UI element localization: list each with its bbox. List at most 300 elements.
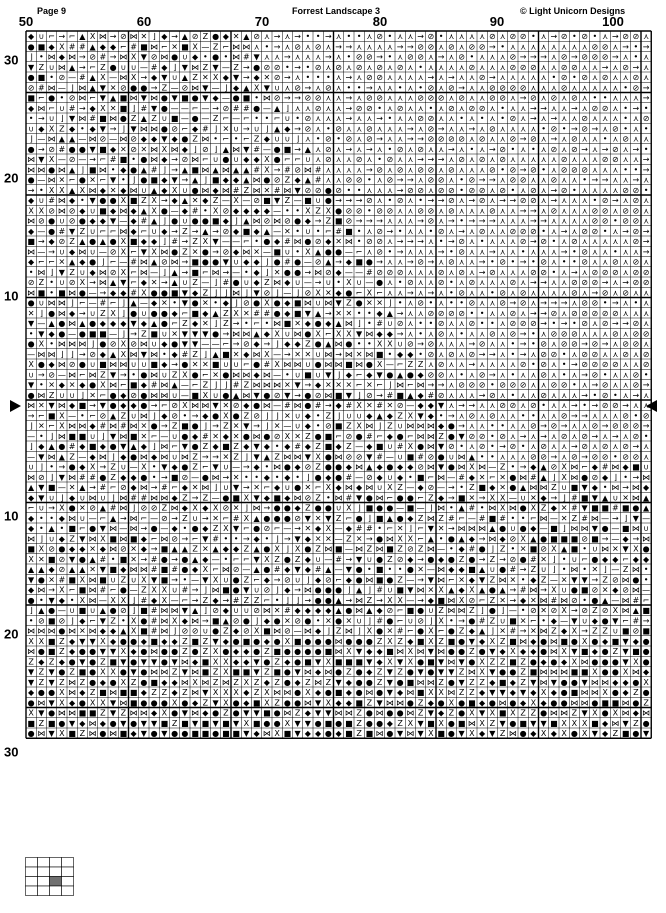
stitch-cell: ⋈ [253,381,261,390]
stitch-cell: ■ [181,719,189,728]
stitch-cell: ⋏ [325,165,331,174]
stitch-cell: → [233,319,240,328]
stitch-cell: → [540,278,547,287]
stitch-cell: ⋈ [345,350,353,359]
stitch-cell: ⊘ [592,278,599,287]
stitch-cell: Z [397,545,403,554]
stitch-cell: ⌋ [153,442,156,451]
stitch-cell: ⊘ [561,340,568,349]
stitch-cell: ⌐ [171,442,178,451]
stitch-cell: ■ [150,360,158,369]
stitch-cell: ⊘ [28,278,35,287]
stitch-cell: ⋏ [295,53,301,62]
stitch-cell: ◆ [90,268,97,277]
stitch-cell: ⊘ [520,360,527,369]
stitch-cell: # [79,42,86,51]
stitch-cell: ◆ [561,627,568,636]
stitch-cell: ⋏ [623,247,629,256]
stitch-cell: ▲ [79,237,86,246]
stitch-cell: ▼ [295,186,302,195]
stitch-cell: • [275,442,280,451]
stitch-cell: ⋏ [500,247,506,256]
stitch-cell: ● [48,227,55,236]
stitch-cell: ⊘ [633,227,640,236]
stitch-cell: ▲ [643,493,650,502]
stitch-cell: ◆ [254,155,261,164]
stitch-cell: ■ [642,627,650,636]
stitch-cell: ⋏ [397,53,403,62]
stitch-cell: ■ [325,647,333,656]
stitch-cell: ⌋ [153,411,156,420]
stitch-cell: ⋈ [232,370,240,379]
row-number: 20 [4,171,18,186]
stitch-cell: ✕ [202,319,209,328]
stitch-cell: ▼ [49,596,56,605]
stitch-cell: X [572,719,578,728]
stitch-cell: ⊘ [540,545,547,554]
stitch-cell: ▲ [28,565,35,574]
stitch-cell: ⊘ [561,83,568,92]
stitch-cell: ▼ [172,94,179,103]
stitch-cell: # [315,565,322,574]
stitch-cell: ▼ [182,340,189,349]
stitch-cell: X [572,657,578,666]
stitch-cell: ⊘ [592,452,599,461]
stitch-cell: X [520,534,526,543]
stitch-cell: ⋏ [459,350,465,359]
stitch-cell: • [511,186,516,195]
stitch-cell: ∪ [131,411,137,420]
stitch-cell: ⌋ [60,114,63,123]
stitch-cell: ⋏ [530,73,536,82]
stitch-cell: ⊘ [520,176,527,185]
stitch-cell: → [192,596,199,605]
stitch-cell: Z [100,370,106,379]
stitch-cell: # [151,381,158,390]
stitch-cell: • [398,299,403,308]
stitch-cell: → [407,288,414,297]
stitch-cell: X [151,586,157,595]
stitch-cell: ◆ [141,135,148,144]
stitch-cell: — [611,565,619,574]
stitch-cell: ⋈ [89,596,97,605]
stitch-cell: ● [140,668,147,677]
stitch-cell: ⋈ [27,401,35,410]
stitch-cell: ✕ [284,381,291,390]
stitch-cell: ▲ [202,227,209,236]
stitch-cell: ✕ [59,258,66,267]
stitch-cell: ∪ [346,411,352,420]
stitch-cell: X [213,73,219,82]
stitch-cell: ▼ [346,565,353,574]
stitch-cell: ▼ [243,586,250,595]
stitch-cell: ◆ [551,729,558,738]
stitch-cell: ▼ [141,729,148,738]
stitch-cell: ● [335,473,342,482]
stitch-cell: ⊘ [571,596,578,605]
stitch-cell: ◆ [489,678,496,687]
stitch-cell: # [141,104,148,113]
stitch-cell: ⋈ [345,627,353,636]
stitch-cell: → [48,586,55,595]
stitch-cell: ⋈ [335,709,343,718]
stitch-cell: Z [274,678,280,687]
stitch-cell: X [613,709,619,718]
stitch-cell: → [192,586,199,595]
stitch-cell: ⋈ [242,329,250,338]
stitch-cell: ✕ [294,319,301,328]
stitch-cell: → [171,165,178,174]
stitch-cell: ■ [489,514,497,523]
stitch-cell: — [283,422,291,431]
stitch-cell: • [357,340,362,349]
stitch-cell: → [141,524,148,533]
stitch-cell: ◆ [346,575,353,584]
stitch-cell: ◆ [305,709,312,718]
stitch-cell: Z [531,709,537,718]
stitch-cell: ⌐ [69,32,76,41]
stitch-cell: Z [80,729,86,738]
stitch-cell: ● [325,463,332,472]
stitch-cell: Z [438,637,444,646]
stitch-cell: ⋏ [643,63,649,72]
stitch-cell: → [520,135,527,144]
stitch-cell: ● [171,647,178,656]
stitch-cell: ⊘ [458,268,465,277]
stitch-cell: ◆ [38,442,45,451]
stitch-cell: • [316,227,321,236]
stitch-cell: ⌋ [40,534,43,543]
stitch-cell: • [367,309,372,318]
stitch-cell: ⋈ [314,678,322,687]
stitch-cell: ⋏ [500,350,506,359]
stitch-cell: ⋈ [232,145,240,154]
stitch-cell: → [48,247,55,256]
stitch-cell: X [408,657,414,666]
stitch-cell: ⋏ [438,299,444,308]
stitch-cell: ⋈ [89,729,97,738]
stitch-cell: ⊘ [274,391,281,400]
stitch-cell: ⋏ [469,83,475,92]
stitch-cell: ◆ [90,422,97,431]
stitch-cell: → [479,493,486,502]
stitch-cell: ⌋ [491,627,494,636]
stitch-cell: ⊘ [253,196,260,205]
stitch-cell: ⋏ [438,165,444,174]
stitch-cell: ▼ [387,678,394,687]
stitch-cell: ∪ [213,155,219,164]
stitch-cell: ⊘ [130,135,137,144]
stitch-cell: ▼ [295,534,302,543]
stitch-cell: ◆ [59,596,66,605]
stitch-cell: ● [263,545,270,554]
stitch-cell: ✕ [561,504,568,513]
stitch-cell: Z [520,678,526,687]
stitch-cell: → [346,555,353,564]
stitch-cell: • [244,319,249,328]
stitch-cell: • [490,442,495,451]
stitch-cell: — [201,278,209,287]
stitch-cell: → [581,452,588,461]
stitch-cell: ⊘ [510,309,517,318]
stitch-cell: ● [263,657,270,666]
stitch-cell: ⋏ [510,237,516,246]
stitch-cell: ⋈ [304,668,312,677]
stitch-cell: ● [151,309,158,318]
page-map-cell [62,858,74,868]
stitch-cell: ⋏ [469,268,475,277]
stitch-cell: ⋏ [623,329,629,338]
stitch-cell: ● [632,698,639,707]
stitch-cell: X [274,360,280,369]
stitch-cell: ◆ [530,729,537,738]
stitch-cell: → [510,596,517,605]
stitch-cell: ⊘ [233,565,240,574]
stitch-cell: • [367,206,372,215]
stitch-cell: → [305,596,312,605]
stitch-cell: — [642,586,650,595]
stitch-cell: X [192,504,198,513]
stitch-cell: ∪ [202,627,208,636]
stitch-cell: ▼ [582,709,589,718]
stitch-cell: ⊘ [448,258,455,267]
stitch-cell: • [265,463,270,472]
stitch-cell: ● [602,524,609,533]
stitch-cell: ⊘ [48,370,55,379]
stitch-cell: ⋏ [479,299,485,308]
stitch-cell: ⋏ [530,83,536,92]
stitch-cell: ∪ [90,206,96,215]
stitch-cell: ◆ [59,514,66,523]
stitch-cell: → [89,483,96,492]
stitch-cell: → [89,155,96,164]
stitch-cell: ⋏ [469,258,475,267]
stitch-cell: → [602,63,609,72]
stitch-cell: ⌐ [407,432,414,441]
stitch-cell: • [183,575,188,584]
stitch-cell: ⊘ [479,196,486,205]
stitch-cell: ⋏ [633,114,639,123]
stitch-cell: Z [192,545,198,554]
stitch-cell: → [284,534,291,543]
stitch-cell: • [459,217,464,226]
stitch-cell: ⊘ [520,237,527,246]
stitch-cell: ⋏ [612,411,618,420]
stitch-cell: → [448,524,455,533]
stitch-cell: ◆ [141,688,148,697]
stitch-cell: → [335,42,342,51]
stitch-cell: # [182,586,189,595]
stitch-cell: ▲ [192,606,199,615]
stitch-cell: ● [294,258,301,267]
stitch-cell: ◆ [151,299,158,308]
stitch-cell: ⌐ [100,176,107,185]
stitch-cell: ✕ [141,32,148,41]
stitch-cell: ● [212,411,219,420]
stitch-cell: X [151,206,157,215]
stitch-cell: ⋏ [500,360,506,369]
stitch-cell: ● [540,637,547,646]
stitch-cell: ▼ [356,493,363,502]
stitch-cell: ◆ [49,565,56,574]
stitch-cell: ◆ [28,524,35,533]
stitch-cell: ◆ [100,719,107,728]
stitch-cell: ◆ [284,473,291,482]
stitch-cell: ◆ [161,155,168,164]
stitch-cell: ⊘ [59,616,66,625]
stitch-cell: ● [274,155,281,164]
stitch-cell: ⊘ [633,206,640,215]
stitch-cell: ⌋ [50,473,53,482]
stitch-cell: ⋈ [89,586,97,595]
stitch-cell: ▼ [38,709,45,718]
stitch-cell: ∪ [182,53,188,62]
stitch-cell: • [459,186,464,195]
stitch-cell: ⊘ [592,340,599,349]
stitch-cell: ⋈ [89,135,97,144]
stitch-cell: ⊘ [428,165,435,174]
stitch-cell: ▼ [59,268,66,277]
stitch-cell: ◆ [377,463,384,472]
stitch-cell: ● [28,145,35,154]
stitch-cell: Z [213,196,219,205]
stitch-cell: ⊘ [571,340,578,349]
stitch-cell: ◆ [243,401,250,410]
stitch-cell: ◆ [202,709,209,718]
stitch-cell: ⊘ [592,42,599,51]
stitch-cell: • [572,186,577,195]
stitch-cell: ⊘ [438,370,445,379]
stitch-cell: ● [99,729,106,738]
stitch-cell: ∪ [28,124,34,133]
stitch-cell: → [417,340,424,349]
stitch-cell: ▼ [254,668,261,677]
stitch-cell: ● [345,288,352,297]
stitch-cell: ⌐ [89,411,96,420]
stitch-cell: ⋈ [58,165,66,174]
stitch-cell: ⊘ [315,94,322,103]
stitch-cell: ⋏ [397,135,403,144]
stitch-cell: ⋏ [612,94,618,103]
stitch-cell: ■ [130,381,138,390]
stitch-cell: ▼ [489,668,496,677]
stitch-cell: # [284,606,291,615]
stitch-cell: # [202,432,209,441]
stitch-cell: X [582,637,588,646]
stitch-cell: • [152,463,157,472]
stitch-cell: ⌐ [141,514,148,523]
stitch-cell: ⊘ [510,442,517,451]
stitch-cell: → [479,258,486,267]
stitch-cell: → [520,432,527,441]
stitch-cell: ⊘ [469,299,476,308]
stitch-cell: ✕ [28,309,35,318]
stitch-cell: ◆ [110,206,117,215]
stitch-cell: ◆ [623,678,630,687]
stitch-cell: ◆ [161,678,168,687]
stitch-cell: ● [120,668,127,677]
stitch-cell: — [263,247,271,256]
stitch-cell: → [110,32,117,41]
stitch-cell: ▼ [151,575,158,584]
stitch-cell: ⌐ [100,514,107,523]
stitch-cell: ⋏ [479,411,485,420]
stitch-cell: ⋏ [633,135,639,144]
stitch-cell: ✕ [130,555,137,564]
stitch-cell: ⊘ [417,114,424,123]
stitch-cell: ⊘ [499,155,506,164]
stitch-cell: • [244,473,249,482]
stitch-cell: → [294,391,301,400]
stitch-cell: • [388,114,393,123]
stitch-cell: ⊘ [551,94,558,103]
stitch-cell: ⋈ [181,678,189,687]
stitch-cell: ⌋ [347,586,350,595]
stitch-cell: → [643,94,650,103]
stitch-cell: ⋏ [551,83,557,92]
stitch-cell: ● [58,668,65,677]
stitch-cell: ⌐ [48,422,55,431]
stitch-cell: ⊘ [294,616,301,625]
stitch-cell: ⊘ [89,504,96,513]
stitch-cell: ⌋ [173,63,176,72]
stitch-cell: ■ [27,94,35,103]
stitch-cell: ● [161,104,168,113]
stitch-cell: • [521,442,526,451]
stitch-cell: • [521,514,526,523]
stitch-cell: ● [335,206,342,215]
stitch-cell: • [285,63,290,72]
stitch-cell: X [428,637,434,646]
stitch-cell: — [181,104,189,113]
stitch-cell: ■ [622,729,630,738]
stitch-cell: ⊘ [571,278,578,287]
stitch-cell: ⊘ [561,329,568,338]
stitch-cell: • [623,165,628,174]
stitch-cell: ⊘ [581,606,588,615]
stitch-cell: ∪ [284,114,290,123]
stitch-cell: ▲ [479,586,486,595]
stitch-cell: ⊘ [633,370,640,379]
stitch-cell: ◆ [592,463,599,472]
stitch-cell: ✕ [171,42,178,51]
stitch-cell: • [111,555,116,564]
stitch-cell: ⋏ [377,145,383,154]
stitch-cell: Z [39,63,45,72]
stitch-cell: # [233,596,240,605]
stitch-cell: ✕ [79,627,86,636]
stitch-cell: ● [263,565,270,574]
stitch-cell: • [377,155,382,164]
stitch-cell: ▲ [602,596,609,605]
stitch-cell: ⋏ [612,288,618,297]
stitch-cell: ⋏ [459,104,465,113]
stitch-cell: ⋈ [109,688,117,697]
stitch-cell: → [540,432,547,441]
stitch-cell: ■ [632,647,640,656]
stitch-cell: → [202,452,209,461]
stitch-cell: — [130,463,138,472]
stitch-cell: ● [79,698,86,707]
stitch-cell: X [213,575,219,584]
stitch-cell: ⋈ [160,627,168,636]
stitch-cell: ⌋ [409,524,412,533]
stitch-cell: ⊘ [581,350,588,359]
stitch-cell: ✕ [253,483,260,492]
stitch-cell: Z [336,514,342,523]
stitch-cell: ■ [161,719,169,728]
stitch-cell: ⋈ [68,627,76,636]
